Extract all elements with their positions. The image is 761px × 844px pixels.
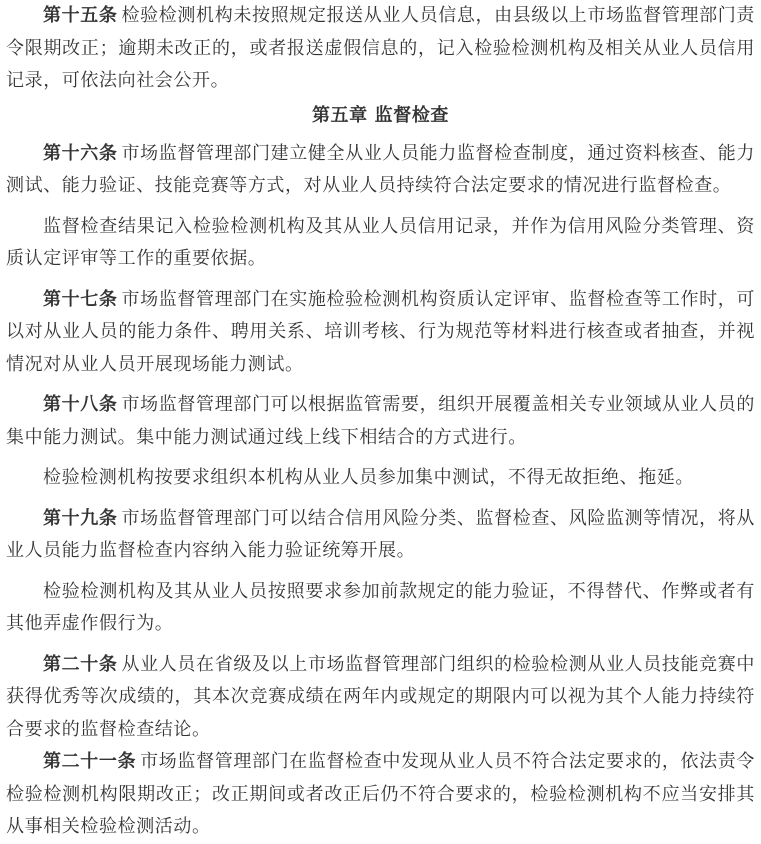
article-number: 第十八条 [43,394,118,415]
article-18-paragraph-2: 检验检测机构按要求组织本机构从业人员参加集中测试，不得无故拒绝、拖延。 [43,467,694,488]
article-18 [6,389,755,454]
article-text: 市场监督管理部门在实施检验检测机构资质认定评审、监督检查等工作时，可以对从业人员的能力条件、聘用关系、培训考核、行为规范等材料进行核查或者抽查，并视情况对从业人员开展现场能力测试。 [6,288,755,375]
article-19 [6,503,755,568]
article-number: 第十六条 [43,142,118,164]
article-number: 第十五条 [43,5,118,26]
article-17 [6,284,755,382]
article-text: 市场监督管理部门在监督检查中发现从业人员不符合法定要求的，依法责令检验检测机构限期改正；改正期间或者改正后仍不符合要求的，检验检测机构不应当安排其从事相关检验检测活动。 [6,751,756,837]
chapter-heading: 第五章 监督检查 [311,104,450,126]
article-16 [6,138,755,203]
article-text: 市场监督管理部门可以结合信用风险分类、监督检查、风险监测等情况，将从业人员能力监督检查内容纳入能力验证统筹开展。 [6,507,755,561]
article-text: 检验检测机构未按照规定报送从业人员信息，由县级以上市场监督管理部门责令限期改正；逾期未改正的，或者报送虚假信息的，记入检验检测机构及相关从业人员信用记录，可依法向社会公开。 [6,5,755,91]
article-text: 市场监督管理部门建立健全从业人员能力监督检查制度，通过资料核查、能力测试、能力验证、技能竞赛等方式，对从业人员持续符合法定要求的情况进行监督检查。 [6,142,755,196]
article-21 [6,746,755,844]
article-number: 第二十条 [43,653,118,675]
article-20 [6,649,755,747]
article-number: 第十七条 [43,288,118,310]
article-number: 第二十一条 [43,751,137,772]
article-16-paragraph-2: 监督检查结果记入检验检测机构及其从业人员信用记录，并作为信用风险分类管理、资质认定评审等工作的重要依据。 [6,215,755,269]
article-15 [6,0,755,98]
article-19-paragraph-2: 检验检测机构及其从业人员按照要求参加前款规定的能力验证，不得替代、作弊或者有其他弄虚作假行为。 [6,580,755,634]
article-text: 市场监督管理部门可以根据监管需要，组织开展覆盖相关专业领域从业人员的集中能力测试。集中能力测试通过线上线下相结合的方式进行。 [6,394,755,448]
article-text: 从业人员在省级及以上市场监督管理部门组织的检验检测从业人员技能竞赛中获得优秀等次成绩的，其本次竞赛成绩在两年内或规定的期限内可以视为其个人能力持续符合要求的监督检查结论。 [6,653,755,740]
article-number: 第十九条 [43,507,118,529]
